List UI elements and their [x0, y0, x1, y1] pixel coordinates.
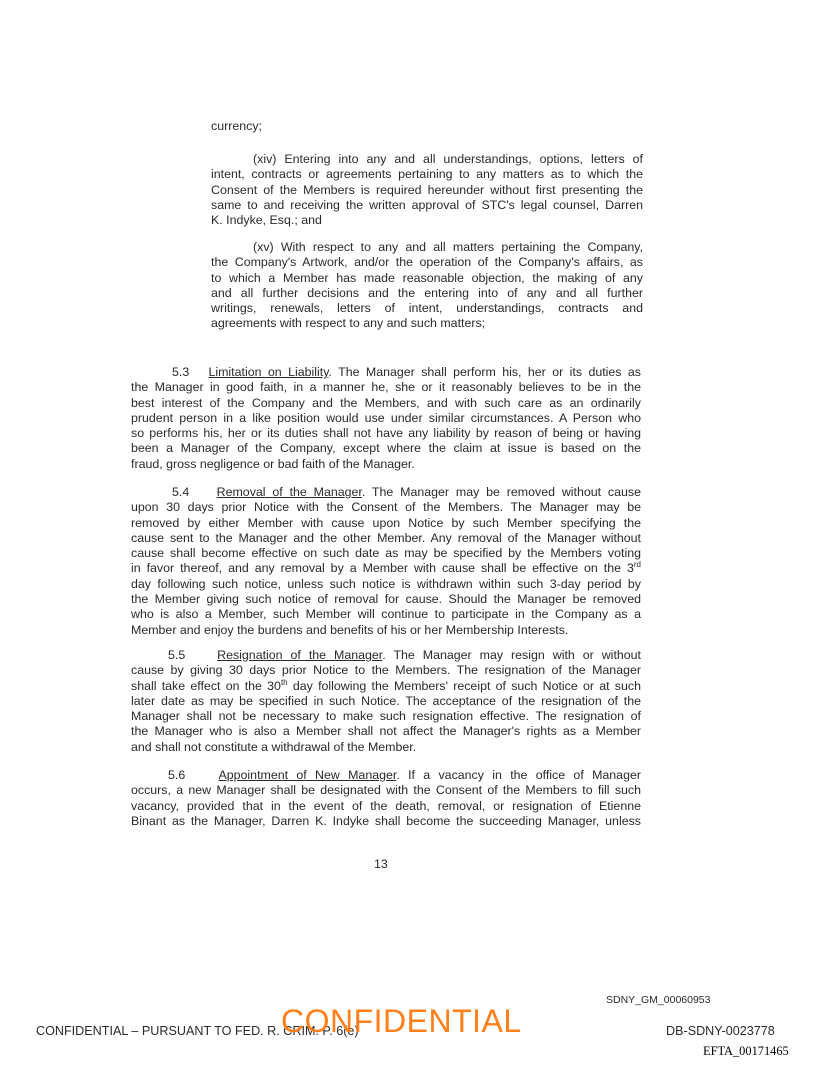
confidentiality-footer: CONFIDENTIAL – PURSUANT TO FED. R. CRIM. P. 6(e)	[36, 1024, 359, 1038]
continuation-text: currency;	[211, 119, 262, 133]
section-5-5-number: 5.5	[168, 648, 186, 662]
item-xiv-line-3: Consent of the Members is required hereunder without first presenting the	[211, 182, 643, 197]
confidential-stamp: CONFIDENTIAL	[281, 1003, 522, 1039]
section-5-3-line: prudent person in a like position would use under similar circumstances. A Person who	[131, 410, 641, 425]
item-xv-line-4: and all further decisions and the entering into of any and all further	[211, 285, 643, 300]
item-xiv	[211, 152, 643, 228]
section-5-3-number: 5.3	[172, 365, 190, 379]
document-control-number: DB-SDNY-0023778	[666, 1024, 775, 1038]
section-5-6-heading: Appointment of New Manager	[218, 768, 397, 782]
section-5-5-first-line: 5.5 Resignation of the Manager. The Manager may resign with or without	[168, 648, 641, 662]
section-5-6-line: Binant as the Manager, Darren K. Indyke shall become the succeeding Manager, unless	[131, 813, 641, 828]
section-5-4-line: upon 30 days prior Notice with the Consent of the Members. The Manager may be	[131, 500, 641, 515]
item-xv-line-2: the Company's Artwork, and/or the operation of the Company's affairs, as	[211, 255, 643, 270]
item-xiv-line-5: K. Indyke, Esq.; and	[211, 213, 322, 228]
section-5-4-line: in favor thereof, and any removal by a Member with cause shall be effective on the 3rd	[131, 560, 641, 576]
item-xv-line-6: agreements with respect to any and such matters;	[211, 316, 486, 331]
section-5-3	[131, 365, 641, 472]
item-xiv-line-4: same to and receiving the written approval of STC's legal counsel, Darren	[211, 197, 643, 212]
section-5-5-line: and shall not constitute a withdrawal of the Member.	[131, 739, 417, 754]
section-5-6	[131, 768, 641, 829]
section-5-5-line: later date as may be specified in such Notice. The acceptance of the resignation of the	[131, 693, 641, 708]
item-xiv-line-1: (xiv) Entering into any and all understandings, options, letters of	[253, 152, 643, 166]
section-5-4-first-line: 5.4 Removal of the Manager. The Manager may be removed without cause	[172, 485, 641, 499]
section-5-5-line: Manager shall not be necessary to make such resignation effective. The resignation of	[131, 709, 641, 724]
item-xv-line-1: (xv) With respect to any and all matters pertaining the Company,	[253, 240, 643, 254]
section-5-4-line: cause shall become effective on such date as may be specified by the Members voting	[131, 546, 641, 561]
item-xv-line-3: to which a Member has made reasonable objection, the making of any	[211, 270, 643, 285]
section-5-4-line: cause sent to the Manager and the other Member. Any removal of the Manager without	[131, 530, 641, 545]
section-5-4-line: removed by either Member with cause upon Notice by such Member specifying the	[131, 515, 641, 530]
section-5-6-line: vacancy, provided that in the event of the death, removal, or resignation of Etienne	[131, 798, 641, 813]
section-5-3-line: fraud, gross negligence or bad faith of the Manager.	[131, 456, 415, 471]
page-number: 13	[374, 857, 388, 871]
item-xv	[211, 240, 643, 332]
section-5-4-line: the Member giving such notice of removal for cause. Should the Manager be removed	[131, 592, 641, 607]
section-5-3-first-line: 5.3 Limitation on Liability. The Manager shall perform his, her or its duties as	[172, 365, 642, 379]
section-5-4-heading: Removal of the Manager	[216, 485, 362, 499]
section-5-5-heading: Resignation of the Manager	[217, 648, 383, 662]
section-5-4-line: Member and enjoy the burdens and benefits of his or her Membership Interests.	[131, 622, 569, 637]
section-5-5-line: the Manager who is also a Member shall not affect the Manager's rights as a Member	[131, 724, 641, 739]
section-5-6-first-line: 5.6 Appointment of New Manager. If a vacancy in the office of Manager	[168, 768, 641, 782]
bates-number: SDNY_GM_00060953	[606, 994, 711, 1006]
section-5-3-line: so performs his, her or its duties shall not have any liability by reason of being or having	[131, 426, 641, 441]
section-5-6-number: 5.6	[168, 768, 186, 782]
section-5-4-line: day following such notice, unless such notice is withdrawn within such 3-day period by	[131, 576, 641, 591]
section-5-4	[131, 485, 641, 638]
section-5-3-heading: Limitation on Liability	[208, 365, 329, 379]
section-5-4-number: 5.4	[172, 485, 190, 499]
section-5-4-line: who is also a Member, such Member will continue to participate in the Company as a	[131, 607, 641, 622]
section-5-3-line: the Manager in good faith, in a manner he, she or it reasonably believes to be in the	[131, 380, 641, 395]
section-5-6-line: occurs, a new Manager shall be designated with the Consent of the Members to fill such	[131, 783, 641, 798]
efta-number: EFTA_00171465	[703, 1044, 789, 1058]
item-xv-line-5: writings, renewals, letters of intent, understandings, contracts and	[211, 301, 643, 316]
section-5-3-line: best interest of the Company and the Members, and with such care as an ordinarily	[131, 395, 641, 410]
section-5-5	[131, 648, 641, 755]
item-xiv-line-2: intent, contracts or agreements pertaining to any matters as to which the	[211, 167, 643, 182]
section-5-3-line: been a Manager of the Company, except where the claim at issue is based on the	[131, 441, 641, 456]
section-5-5-line: shall take effect on the 30th day following the Members' receipt of such Notice or at such	[131, 677, 641, 693]
section-5-5-line: cause by giving 30 days prior Notice to the Members. The resignation of the Manager	[131, 663, 641, 678]
